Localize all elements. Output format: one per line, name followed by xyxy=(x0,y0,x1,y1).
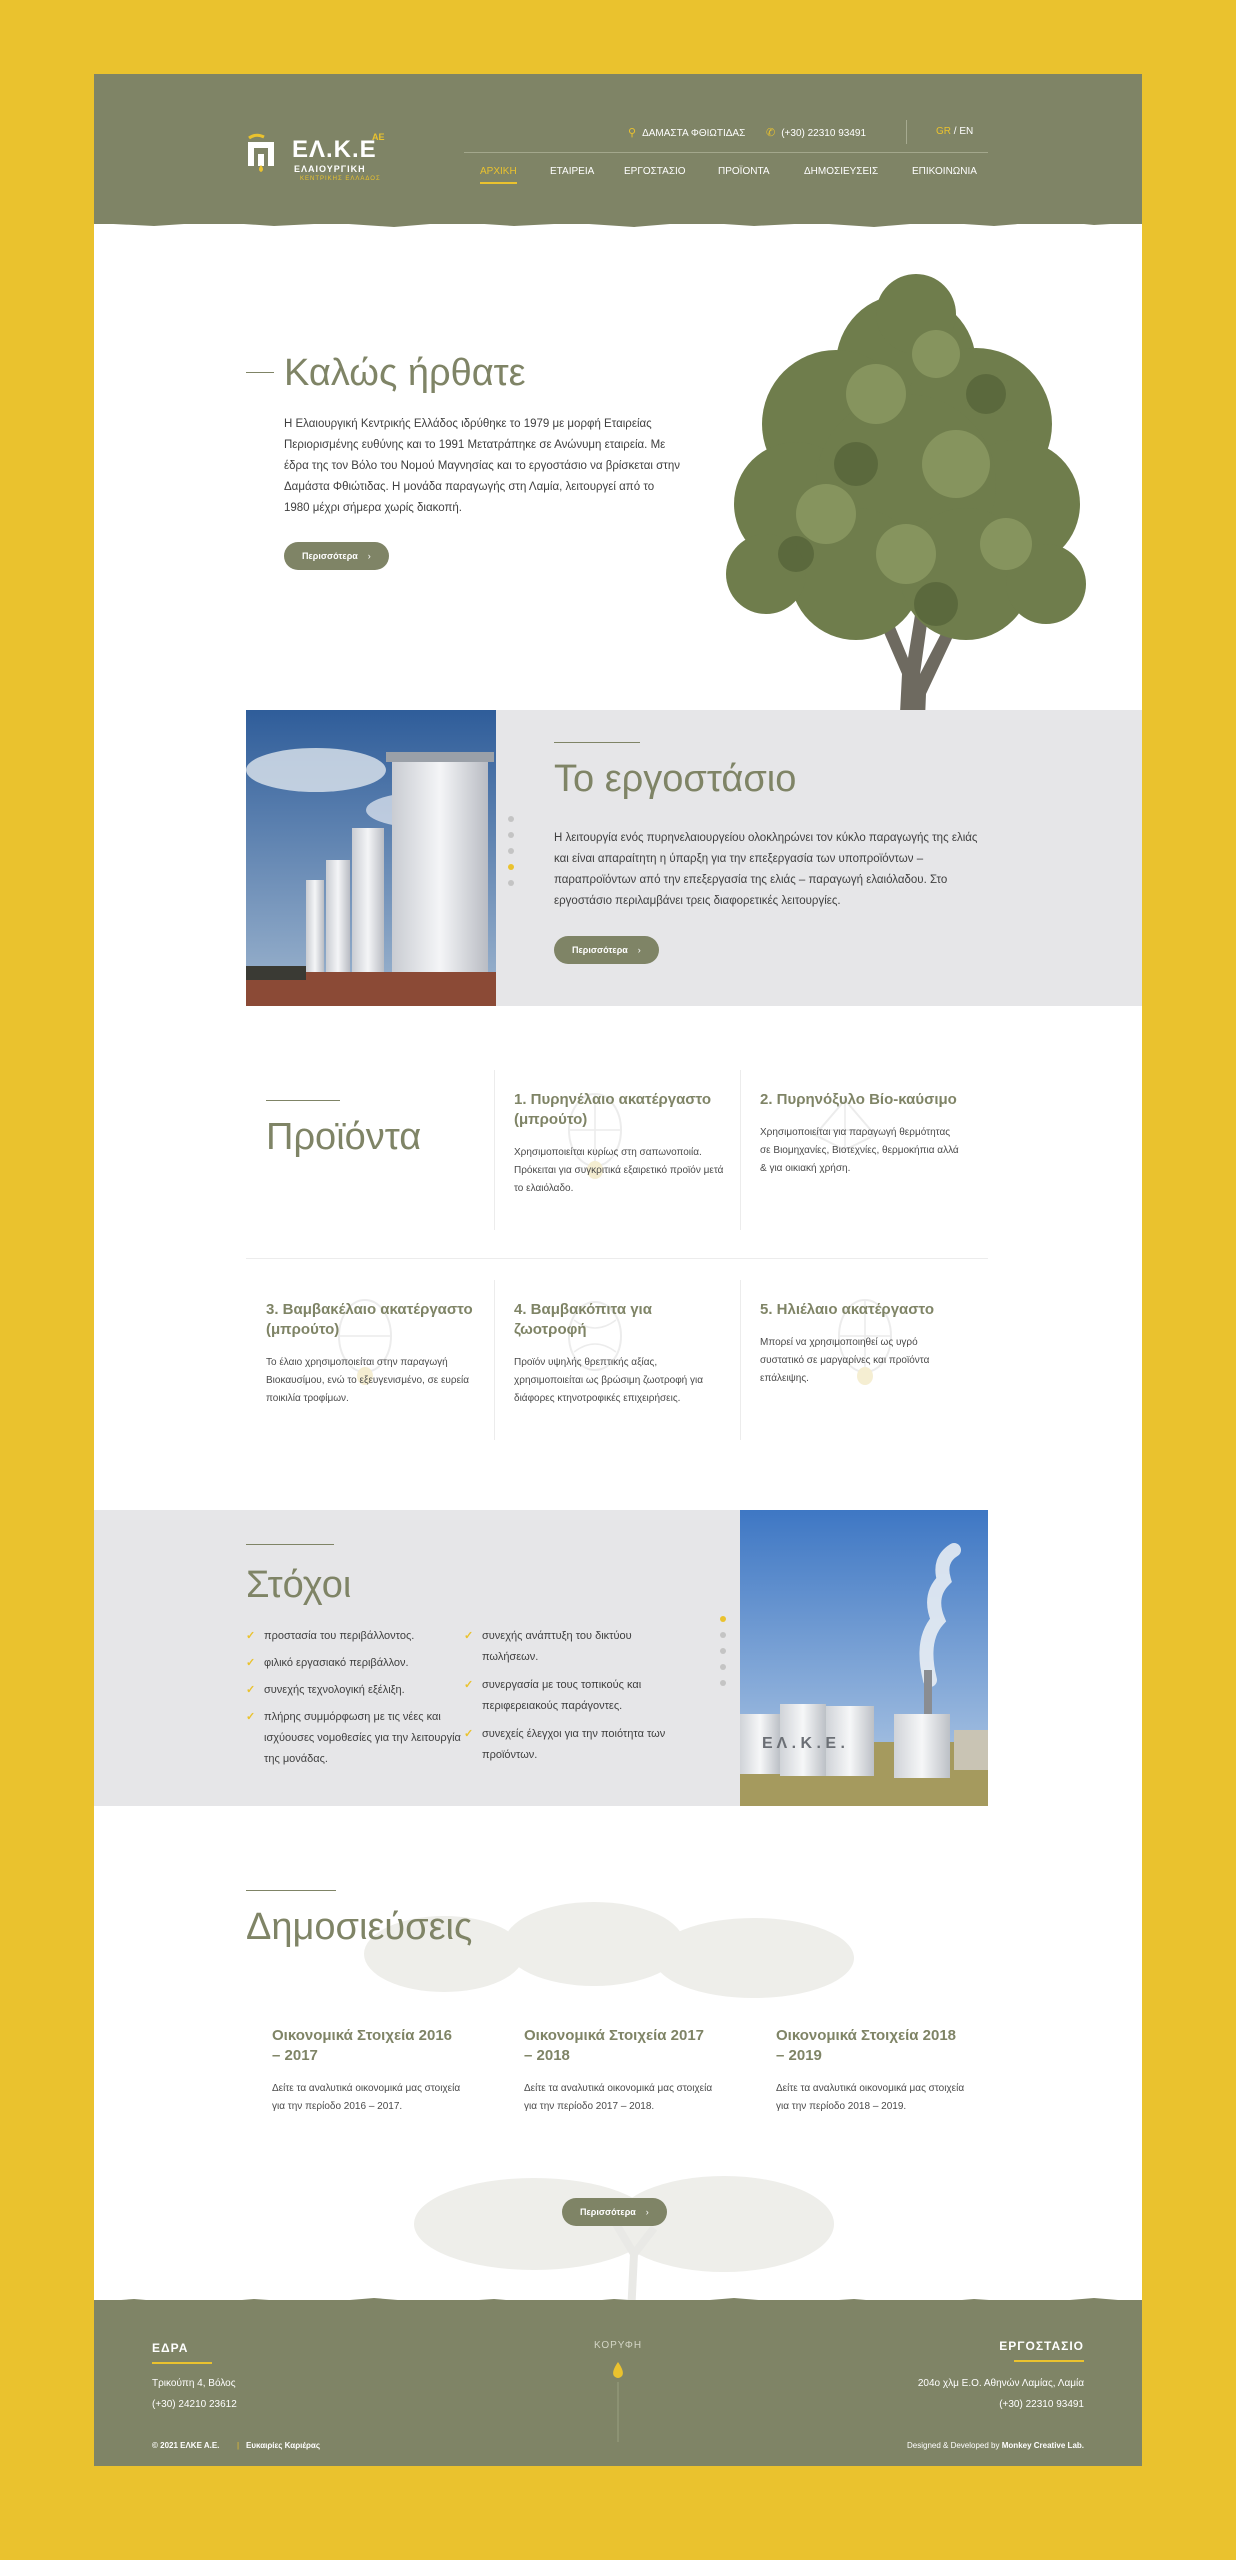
publication-card[interactable] xyxy=(272,2026,462,2116)
header-location-text: ΔΑΜΑΣΤΑ ΦΘΙΩΤΙΔΑΣ xyxy=(642,128,746,139)
goal-item xyxy=(246,1653,464,1674)
publication-card[interactable] xyxy=(524,2026,714,2116)
product-card[interactable] xyxy=(266,1300,476,1408)
slider-dot[interactable] xyxy=(720,1632,726,1638)
factory-section xyxy=(246,710,1142,1006)
factory-more-button[interactable] xyxy=(554,936,659,964)
factory-title-line xyxy=(554,742,640,743)
footer-credit xyxy=(907,2436,1084,2456)
product-card[interactable] xyxy=(514,1300,724,1408)
goals-title-line xyxy=(246,1544,334,1545)
slider-dot[interactable] xyxy=(720,1680,726,1686)
publication-title: Οικονομικά Στοιχεία 2018 – 2019 xyxy=(776,2027,956,2064)
factory-plant-photo xyxy=(740,1510,988,1806)
product-card[interactable] xyxy=(760,1090,960,1178)
factory-text: Η λειτουργία ενός πυρηνελαιουργείου ολοκληρώνει τον κύκλο παραγωγής της ελιάς και είναι απαραίτητη η ύπαρξη για την επεξεργασία των υποπροϊόντων – παραπροϊόντων από την επεξεργασία της ελιάς – παραγωγή ελαιόλαδου. Στο εργοστάσιο περιλαμβάνει τρεις διαφορετικές λειτουργίες. xyxy=(554,832,978,907)
factory-title: Το εργοστάσιο xyxy=(554,758,797,800)
site-header xyxy=(94,74,1142,224)
nav-publications[interactable]: ΔΗΜΟΣΙΕΥΣΕΙΣ xyxy=(804,166,879,177)
factory-slider-dots xyxy=(508,816,516,896)
goal-text: πλήρης συμμόρφωση με τις νέες και ισχύουσες νομοθεσίες για την λειτουργία της μονάδας. xyxy=(264,1711,461,1765)
welcome-more-label: Περισσότερα xyxy=(302,551,358,561)
goals-title: Στόχοι xyxy=(246,1564,352,1606)
nav-home[interactable]: ΑΡΧΙΚΗ xyxy=(480,166,517,177)
products-divider xyxy=(494,1280,495,1440)
nav-factory[interactable]: ΕΡΓΟΣΤΑΣΙΟ xyxy=(624,166,686,177)
footer-credit-link[interactable]: Monkey Creative Lab. xyxy=(1001,2441,1084,2450)
phone-icon: ✆ xyxy=(766,127,776,139)
goal-text: συνεχείς έλεγχοι για την ποιότητα των προϊόντων. xyxy=(482,1728,666,1761)
products-divider xyxy=(494,1070,495,1230)
lang-gr[interactable]: GR xyxy=(936,126,951,137)
product-title: 4. Βαμβακόπιτα για ζωοτροφή xyxy=(514,1301,652,1338)
back-to-top-drop-icon[interactable] xyxy=(611,2362,625,2442)
publications-title-line xyxy=(246,1890,336,1891)
tank-lettering: Ε Λ . Κ . Ε . xyxy=(762,1735,845,1752)
check-icon: ✓ xyxy=(464,1679,474,1691)
check-icon: ✓ xyxy=(246,1684,256,1696)
nav-company[interactable]: ΕΤΑΙΡΕΙΑ xyxy=(550,166,595,177)
welcome-title-line xyxy=(246,372,274,373)
product-title: 1. Πυρηνέλαιο ακατέργαστο (μπρούτο) xyxy=(514,1091,711,1128)
goals-slider-dots xyxy=(720,1616,728,1696)
publication-text: Δείτε τα αναλυτικά οικονομικά μας στοιχεία για την περίοδο 2017 – 2018. xyxy=(524,2083,713,2112)
header-location xyxy=(628,126,745,139)
footer-hq-address: Τρικούπη 4, Βόλος xyxy=(152,2378,236,2389)
footer-separator: | xyxy=(237,2441,240,2450)
goal-text: συνεχής τεχνολογική εξέλιξη. xyxy=(264,1684,405,1696)
welcome-more-button[interactable] xyxy=(284,542,389,570)
check-icon: ✓ xyxy=(246,1630,256,1642)
slider-dot-active[interactable] xyxy=(720,1616,726,1622)
footer-hq-phone[interactable]: (+30) 24210 23612 xyxy=(152,2399,237,2410)
chevron-right-icon: › xyxy=(637,945,641,955)
logo[interactable] xyxy=(246,124,396,194)
language-switcher xyxy=(936,126,973,137)
logo-subtitle-2: ΚΕΝΤΡΙΚΗΣ ΕΛΛΑΔΟΣ xyxy=(300,176,381,182)
goal-item xyxy=(246,1626,464,1647)
site-footer xyxy=(94,2300,1142,2466)
goal-item xyxy=(464,1626,682,1668)
nav-contact[interactable]: ΕΠΙΚΟΙΝΩΝΙΑ xyxy=(912,166,977,177)
check-icon: ✓ xyxy=(246,1657,256,1669)
header-phone-text: (+30) 22310 93491 xyxy=(781,128,867,139)
footer-factory-address: 204ο χλμ Ε.Ο. Αθηνών Λαμίας, Λαμία xyxy=(917,2378,1084,2389)
welcome-title: Καλώς ήρθατε xyxy=(284,352,526,394)
header-phone[interactable] xyxy=(766,126,866,139)
product-title: 3. Βαμβακέλαιο ακατέργαστο (μπρούτο) xyxy=(266,1301,473,1338)
goal-item xyxy=(246,1680,464,1701)
product-text: Χρησιμοποιείται κυρίως στη σαπωνοποιία. Πρόκειται για συγκριτικά εξαιρετικό προϊόν μετά το ελαιόλαδο. xyxy=(514,1147,724,1194)
check-icon: ✓ xyxy=(464,1630,474,1642)
lang-en[interactable]: EN xyxy=(959,126,974,137)
product-text: Μπορεί να χρησιμοποιηθεί ως υγρό συστατικό σε μαργαρίνες και προϊόντα επάλειψης. xyxy=(760,1337,930,1384)
slider-dot-active[interactable] xyxy=(508,864,514,870)
footer-credit-prefix: Designed & Developed by xyxy=(907,2441,1000,2450)
goal-text: συνεχής ανάπτυξη του δικτύου πωλήσεων. xyxy=(482,1630,632,1663)
publication-text: Δείτε τα αναλυτικά οικονομικά μας στοιχεία για την περίοδο 2016 – 2017. xyxy=(272,2083,461,2112)
goal-text: προστασία του περιβάλλοντος. xyxy=(264,1630,415,1642)
products-divider xyxy=(740,1280,741,1440)
nav-products[interactable]: ΠΡΟΪΟΝΤΑ xyxy=(718,166,770,177)
logo-suffix: ΑΕ xyxy=(372,132,385,142)
goal-item xyxy=(246,1707,464,1770)
footer-factory-underline xyxy=(1014,2360,1084,2362)
logo-subtitle: ΕΛΑΙΟΥΡΓΙΚΗ xyxy=(294,164,366,174)
footer-factory-title: ΕΡΓΟΣΤΑΣΙΟ xyxy=(999,2339,1084,2353)
check-icon: ✓ xyxy=(246,1711,256,1723)
products-divider xyxy=(246,1258,988,1259)
slider-dot[interactable] xyxy=(508,880,514,886)
product-card[interactable] xyxy=(760,1300,960,1388)
publication-text: Δείτε τα αναλυτικά οικονομικά μας στοιχεία για την περίοδο 2018 – 2019. xyxy=(776,2083,965,2112)
olive-press-logo-icon xyxy=(246,132,286,172)
product-text: Χρησιμοποιείται για παραγωγή θερμότητας σε Βιομηχανίες, Βιοτεχνίες, θερμοκήπια αλλά & για οικιακή χρήση. xyxy=(760,1127,959,1174)
goal-text: συνεργασία με τους τοπικούς και περιφερειακούς παράγοντες. xyxy=(482,1679,642,1712)
welcome-text: Η Ελαιουργική Κεντρικής Ελλάδος ιδρύθηκε το 1979 με μορφή Εταιρείας Περιορισμένης ευθύνης και το 1991 Μετατράπηκε σε Ανώνυμη εταιρεία. Με έδρα της τον Βόλο του Νομού Μαγνησίας και το εργοστάσιο να βρίσκεται στην Δαμάστα Φθιώτιδας. Η μονάδα παραγωγής στη Λαμία, λειτουργεί από το 1980 μέχρι σήμερα χωρίς διακοπή. xyxy=(284,418,680,514)
publications-more-label: Περισσότερα xyxy=(580,2207,636,2217)
publication-title: Οικονομικά Στοιχεία 2017 – 2018 xyxy=(524,2027,704,2064)
slider-dot[interactable] xyxy=(508,832,514,838)
publication-card[interactable] xyxy=(776,2026,966,2116)
slider-dot[interactable] xyxy=(508,848,514,854)
header-separator xyxy=(906,120,907,144)
publications-title: Δημοσιεύσεις xyxy=(246,1906,473,1948)
map-pin-icon: ⚲ xyxy=(628,127,637,139)
products-title-line xyxy=(266,1100,340,1101)
slider-dot[interactable] xyxy=(720,1648,726,1654)
products-divider xyxy=(740,1070,741,1230)
header-divider xyxy=(464,152,988,153)
chevron-right-icon: › xyxy=(645,2207,649,2217)
footer-careers-link[interactable]: Ευκαιρίες Καριέρας xyxy=(246,2441,320,2450)
lang-sep: / xyxy=(951,126,960,137)
logo-name: ΕΛ.Κ.Ε xyxy=(292,136,377,163)
publications-more-button[interactable] xyxy=(562,2198,667,2226)
header-torn-edge xyxy=(94,212,1142,242)
factory-silos-photo xyxy=(246,710,496,1006)
check-icon: ✓ xyxy=(464,1728,474,1740)
page xyxy=(94,74,1142,2466)
products-title: Προϊόντα xyxy=(266,1116,422,1158)
slider-dot[interactable] xyxy=(508,816,514,822)
footer-hq-underline xyxy=(152,2362,212,2364)
footer-factory-phone[interactable]: (+30) 22310 93491 xyxy=(999,2399,1084,2410)
product-text: Προϊόν υψηλής θρεπτικής αξίας, χρησιμοποιείται ως βρώσιμη ζωοτροφή για διάφορες κτηνοτροφικές επιχειρήσεις. xyxy=(514,1357,704,1404)
goal-text: φιλικό εργασιακό περιβάλλον. xyxy=(264,1657,409,1669)
footer-copyright: © 2021 ΕΛΚΕ Α.Ε. xyxy=(152,2441,220,2450)
goal-item xyxy=(464,1724,682,1766)
slider-dot[interactable] xyxy=(720,1664,726,1670)
footer-hq-title: ΕΔΡΑ xyxy=(152,2341,189,2355)
factory-more-label: Περισσότερα xyxy=(572,945,628,955)
back-to-top-label[interactable]: ΚΟΡΥΦΗ xyxy=(594,2340,643,2351)
goal-item xyxy=(464,1675,682,1717)
publication-title: Οικονομικά Στοιχεία 2016 – 2017 xyxy=(272,2027,452,2064)
product-card[interactable] xyxy=(514,1090,724,1198)
product-title: 2. Πυρηνόξυλο Βίο-καύσιμο xyxy=(760,1091,957,1108)
product-text: Το έλαιο χρησιμοποιείται στην παραγωγή Βιοκαυσίμου, ενώ το εξευγενισμένο, σε ευρεία ποικιλία τροφίμων. xyxy=(266,1357,470,1404)
chevron-right-icon: › xyxy=(367,551,371,561)
product-title: 5. Ηλιέλαιο ακατέργαστο xyxy=(760,1301,934,1318)
